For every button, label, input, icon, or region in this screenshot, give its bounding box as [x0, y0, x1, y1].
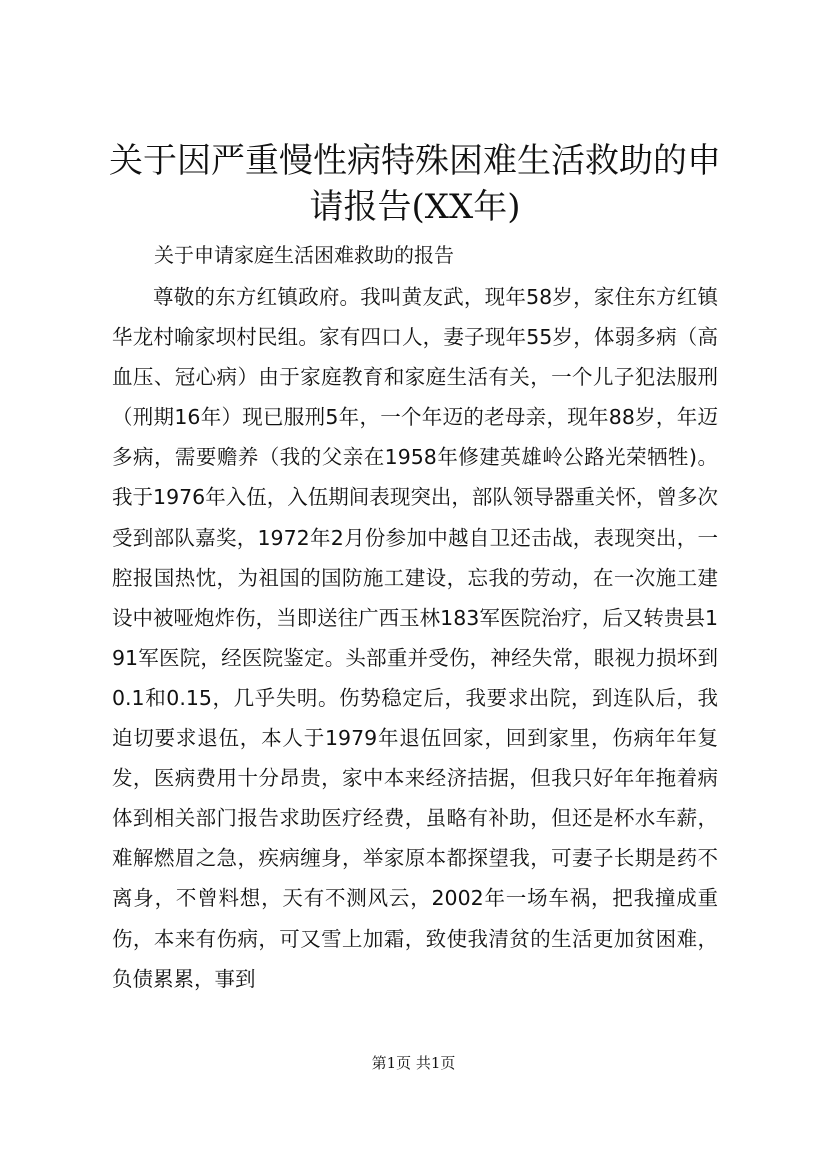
document-title: 关于因严重慢性病特殊困难生活救助的申请报告(XX年) — [109, 141, 721, 227]
body-paragraph: 尊敬的东方红镇政府。我叫黄友武，现年58岁，家住东方红镇华龙村喻家坝村民组。家有四口人，妻子现年55岁，体弱多病（高血压、冠心病）由于家庭教育和家庭生活有关，一个儿子犯法服刑（刑期16年）现已服刑5年，一个年迈的老母亲，现年88岁，年迈多病，需要赡养（我的父亲在1958年修建英雄岭公路光荣牺牲)。我于1976年入伍，入伍期间表现突出，部队领导器重关怀，曾多次受到部队嘉奖，1972年2月份参加中越自卫还击战，表现突出，一腔报国热忱，为祖国的国防施工建设，忘我的劳动，在一次施工建设中被哑炮炸伤，当即送往广西玉林183军医院治疗，后又转贵县191军医院，经医院鉴定。头部重并受伤，神经失常，眼视力损坏到0.1和0.15，几乎失明。伤势稳定后，我要求出院，到连队后，我迫切要求退伍，本人于1979年退伍回家，回到家里，伤病年年复发，医病费用十分昂贵，家中本来经济拮据，但我只好年年拖着病体到相关部门报告求助医疗经费，虽略有补助，但还是杯水车薪，难解燃眉之急，疾病缠身，举家原本都探望我，可妻子长期是药不离身，不曾料想，天有不测风云，2002年一场车祸，把我撞成重伤，本来有伤病，可又雪上加霜，致使我清贫的生活更加贫困难，负债累累，事到 — [112, 285, 718, 991]
page-number-footer: 第1页 共1页 — [371, 1054, 456, 1072]
document-subheading: 关于申请家庭生活困难救助的报告 — [154, 243, 454, 267]
